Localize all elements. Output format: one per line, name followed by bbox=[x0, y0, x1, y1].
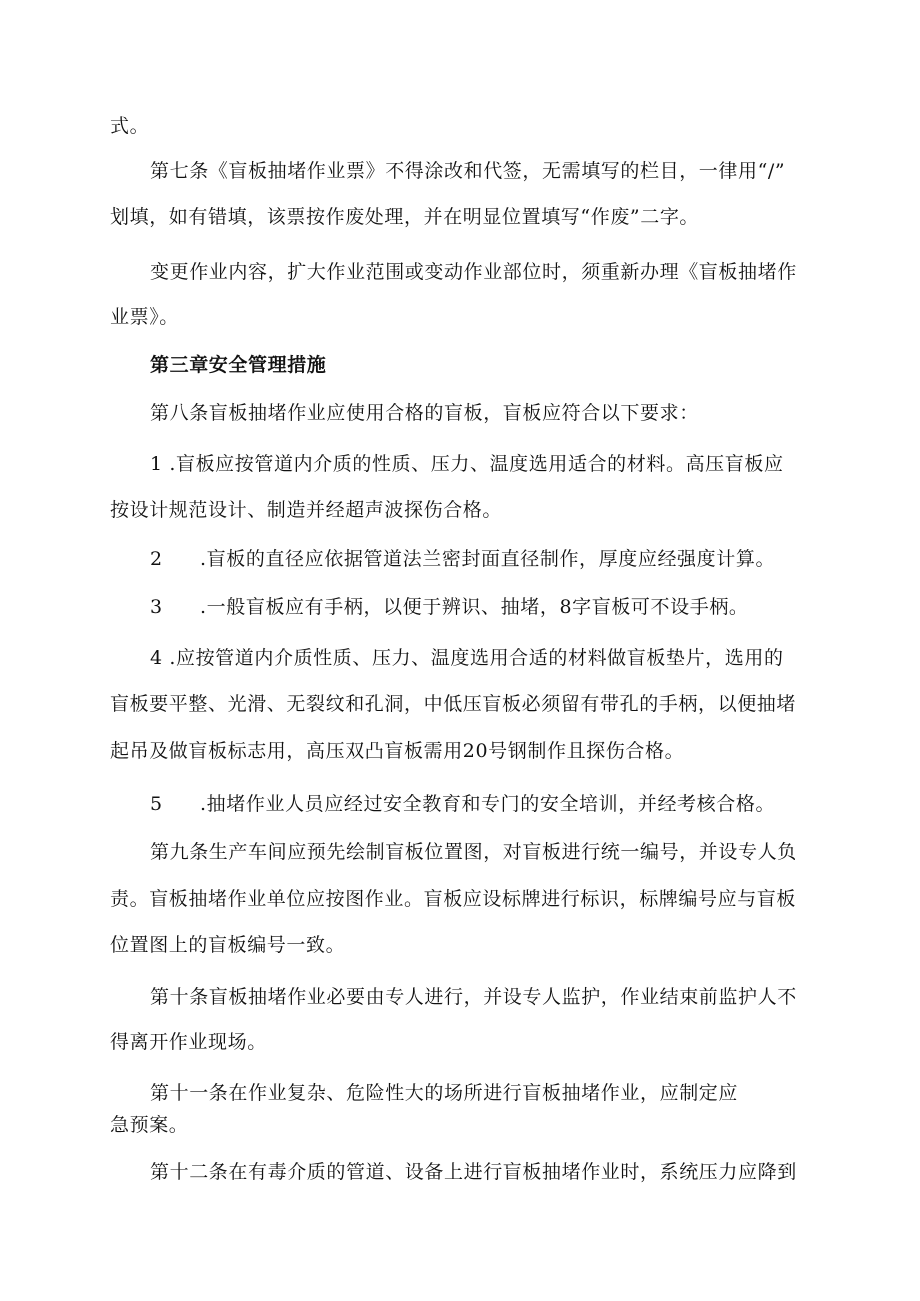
chapter-heading: 第三章安全管理措施 bbox=[150, 354, 327, 376]
text-line: 得离开作业现场。 bbox=[110, 1031, 267, 1053]
text-line: 变更作业内容，扩大作业范围或变动作业部位时，须重新办理《盲板抽堵作 bbox=[150, 261, 797, 283]
item-number: 2 bbox=[150, 548, 163, 570]
text-line: 第八条盲板抽堵作业应使用合格的盲板，盲板应符合以下要求： bbox=[150, 402, 699, 424]
text-line: 急预案。 bbox=[110, 1114, 189, 1136]
text-line: 按设计规范设计、制造并经超声波探伤合格。 bbox=[110, 499, 503, 521]
text-line: 位置图上的盲板编号一致。 bbox=[110, 934, 346, 956]
text-line: .盲板的直径应依据管道法兰密封面直径制作，厚度应经强度计算。 bbox=[200, 548, 776, 570]
text-line: .抽堵作业人员应经过安全教育和专门的安全培训，并经考核合格。 bbox=[200, 793, 776, 815]
text-line: 业票》。 bbox=[110, 306, 179, 328]
text-line: 4 .应按管道内介质性质、压力、温度选用合适的材料做盲板垫片，选用的 bbox=[150, 647, 784, 669]
text-line: 划填，如有错填，该票按作废处理，并在明显位置填写“作废”二字。 bbox=[110, 206, 700, 228]
text-line: 第十二条在有毒介质的管道、设备上进行盲板抽堵作业时，系统压力应降到 bbox=[150, 1161, 797, 1183]
text-line: 第九条生产车间应预先绘制盲板位置图，对盲板进行统一编号，并设专人负 bbox=[150, 841, 797, 863]
text-line: 第十一条在作业复杂、危险性大的场所进行盲板抽堵作业，应制定应 bbox=[150, 1082, 739, 1104]
item-number: 3 bbox=[150, 596, 163, 618]
text-line: .一般盲板应有手柄，以便于辨识、抽堵，8字盲板可不设手柄。 bbox=[200, 596, 749, 618]
text-line: 第七条《盲板抽堵作业票》不得涂改和代签，无需填写的栏目，一律用“/” bbox=[150, 160, 786, 182]
text-line: 1 .盲板应按管道内介质的性质、压力、温度选用适合的材料。高压盲板应 bbox=[150, 453, 784, 475]
text-line: 起吊及做盲板标志用，高压双凸盲板需用20号钢制作且探伤合格。 bbox=[110, 740, 685, 762]
text-line: 式。 bbox=[110, 115, 150, 137]
item-number: 5 bbox=[150, 793, 163, 815]
text-line: 盲板要平整、光滑、无裂纹和孔洞，中低压盲板必须留有带孔的手柄，以便抽堵 bbox=[110, 693, 797, 715]
text-line: 第十条盲板抽堵作业必要由专人进行，并设专人监护，作业结束前监护人不 bbox=[150, 986, 797, 1008]
text-line: 责。盲板抽堵作业单位应按图作业。盲板应设标牌进行标识，标牌编号应与盲板 bbox=[110, 888, 797, 910]
